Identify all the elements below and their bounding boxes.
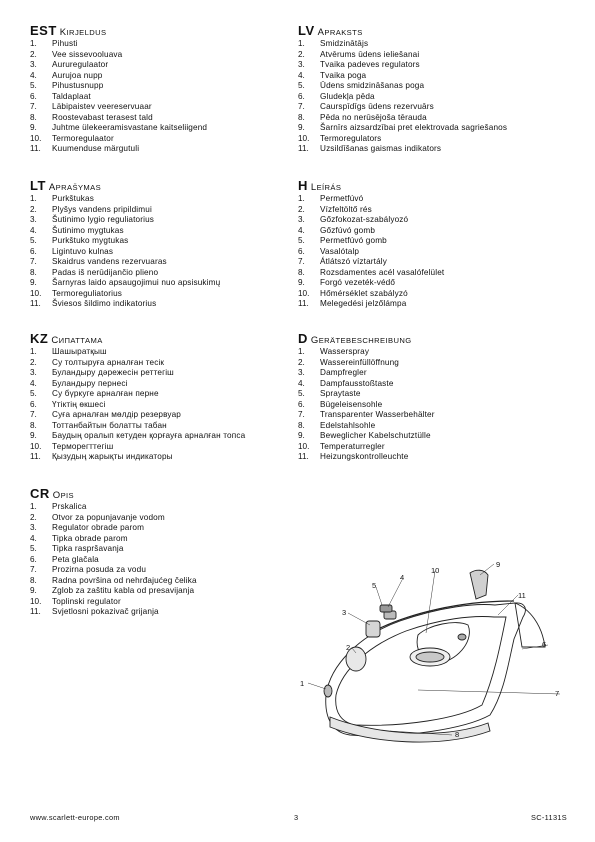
item-number: 11. (30, 607, 41, 616)
iron-diagram (290, 555, 580, 755)
list-item (30, 102, 295, 113)
item-number: 4. (30, 533, 37, 543)
item-text: Roostevabast terasest tald (52, 112, 153, 122)
item-text: Termoregulaator (52, 133, 114, 143)
item-text: Буландыру пернесі (52, 378, 128, 388)
item-text: Termoreguliatorius (52, 288, 123, 298)
item-text: Skaidrus vandens rezervuaras (52, 257, 167, 266)
item-text: Тоттанбайтын болатты табан (52, 420, 167, 430)
item-text: Svjetlosni pokazivač grijanja (52, 607, 159, 616)
item-number: 9. (30, 278, 37, 287)
item-number: 4. (30, 378, 37, 388)
list-item (298, 389, 563, 400)
language-code: LV (298, 23, 315, 38)
item-text: Ligintuvo kulnas (52, 246, 114, 256)
list-item (30, 347, 295, 358)
item-text: Taldaplaat (52, 91, 91, 101)
item-number: 9. (298, 123, 305, 132)
item-number: 9. (298, 431, 305, 440)
item-text: Läbipaistev veereservuaar (52, 102, 152, 111)
list-item (30, 226, 295, 237)
list-item (298, 257, 563, 268)
item-text: Šviesos šildimo indikatorius (52, 299, 157, 308)
item-number: 10. (30, 288, 42, 298)
item-number: 11. (30, 299, 41, 308)
list-item (298, 442, 563, 453)
item-number: 10. (30, 133, 42, 143)
item-text: Šarnīrs aizsardzībai pret elektrovada sagriešanos (320, 123, 508, 132)
list-item (298, 278, 563, 289)
item-number: 7. (30, 565, 37, 574)
item-text: Суға арналған мөлдір резервуар (52, 410, 181, 419)
item-number: 7. (30, 257, 37, 266)
list-item (30, 289, 295, 300)
section-title: СИПАТТАМА (51, 335, 103, 346)
list-item (30, 389, 295, 400)
list-item (298, 421, 563, 432)
section-d (298, 332, 563, 463)
list-item (30, 565, 295, 576)
item-number: 7. (30, 410, 37, 419)
section-heading (298, 179, 563, 193)
item-number: 7. (298, 102, 305, 111)
item-number: 5. (298, 389, 305, 398)
list-item (298, 358, 563, 369)
item-text: Tipka obrade parom (52, 533, 128, 543)
language-code: EST (30, 23, 57, 38)
callout-5: 5 (372, 581, 377, 590)
item-number: 11. (30, 452, 41, 461)
item-number: 11. (298, 144, 309, 153)
item-text: Vízfeltöltő rés (320, 204, 372, 214)
item-text: Wasserspray (320, 347, 370, 356)
list-item (298, 215, 563, 226)
callout-4: 4 (400, 573, 405, 582)
item-number: 10. (298, 288, 310, 298)
list-item (30, 236, 295, 247)
list-item (298, 452, 563, 463)
item-number: 1. (30, 502, 37, 511)
item-text: Dampfausstoßtaste (320, 378, 394, 388)
list-item (298, 50, 563, 61)
item-number: 2. (30, 357, 37, 367)
list-item (298, 39, 563, 50)
list-item (30, 257, 295, 268)
parts-list (30, 502, 295, 618)
item-text: Tvaika poga (320, 70, 367, 80)
parts-list (298, 39, 563, 155)
item-number: 3. (30, 523, 37, 532)
footer-model: SC-1131S (531, 813, 567, 822)
item-text: Pihusti (52, 39, 78, 48)
list-item (30, 523, 295, 534)
list-item (298, 347, 563, 358)
item-text: Spraytaste (320, 389, 361, 398)
list-item (30, 368, 295, 379)
callout-1: 1 (300, 679, 305, 688)
iron-drawing (324, 570, 545, 742)
list-item (30, 410, 295, 421)
callout-2: 2 (346, 643, 351, 652)
list-item (30, 544, 295, 555)
item-text: Átlátszó víztartály (320, 257, 388, 266)
section-heading (298, 24, 563, 38)
item-text: Үтіктің өкшесі (52, 399, 106, 409)
list-item (30, 71, 295, 82)
list-item (30, 576, 295, 587)
item-text: Vee sissevooluava (52, 49, 123, 59)
list-item (298, 410, 563, 421)
item-text: Pihustusnupp (52, 81, 104, 90)
list-item (30, 421, 295, 432)
section-est (30, 24, 295, 155)
section-title: KIRJELDUS (59, 27, 107, 38)
list-item (298, 92, 563, 103)
section-title: APRAKSTS (317, 27, 363, 38)
parts-list (30, 194, 295, 310)
language-code: H (298, 178, 308, 193)
list-item (30, 534, 295, 545)
item-number: 8. (30, 575, 37, 585)
item-text: Pēda no nerūsējoša tērauda (320, 112, 427, 122)
item-text: Aurujoa nupp (52, 70, 103, 80)
item-number: 2. (298, 204, 305, 214)
item-text: Otvor za popunjavanje vodom (52, 512, 165, 522)
list-item (298, 144, 563, 155)
item-number: 9. (30, 586, 37, 595)
item-text: Šutinimo lygio reguliatorius (52, 215, 155, 224)
item-number: 6. (298, 399, 305, 409)
item-text: Juhtme ülekeeramisvastane kaitseliigend (52, 123, 208, 132)
list-item (30, 502, 295, 513)
item-text: Су толтыруға арналған тесік (52, 357, 165, 367)
item-number: 10. (30, 596, 42, 606)
item-number: 5. (30, 81, 37, 90)
item-number: 4. (30, 70, 37, 80)
item-number: 4. (298, 225, 305, 235)
item-number: 11. (30, 144, 41, 153)
section-title: APRAŠYMAS (48, 182, 102, 193)
item-number: 3. (30, 60, 37, 69)
section-heading (30, 332, 295, 346)
spray-nozzle (324, 685, 332, 697)
item-number: 1. (30, 39, 37, 48)
list-item (298, 268, 563, 279)
list-item (30, 205, 295, 216)
item-text: Transparenter Wasserbehälter (320, 410, 435, 419)
item-number: 8. (30, 420, 37, 430)
item-text: Šarnyras laido apsaugojimui nuo apsisukimų (52, 278, 221, 287)
item-number: 2. (30, 49, 37, 59)
parts-list (30, 347, 295, 463)
list-item (298, 400, 563, 411)
item-text: Peta glačala (52, 554, 99, 564)
item-number: 6. (30, 91, 37, 101)
item-number: 6. (298, 91, 305, 101)
item-text: Шашыратқыш (52, 347, 107, 356)
item-text: Wassereinfüllöffnung (320, 357, 400, 367)
item-text: Hőmérséklet szabályzó (320, 288, 408, 298)
callout-11: 11 (518, 591, 526, 600)
list-item (30, 597, 295, 608)
item-text: Буландыру дәрежесін реттегіш (52, 368, 174, 377)
item-number: 5. (30, 389, 37, 398)
item-text: Beweglicher Kabelschutztülle (320, 431, 431, 440)
item-text: Caurspīdīgs ūdens rezervuārs (320, 102, 434, 111)
item-text: Aururegulaator (52, 60, 109, 69)
item-number: 6. (298, 246, 305, 256)
item-number: 8. (298, 267, 305, 277)
item-text: Қызудың жарықты индикаторы (52, 452, 173, 461)
item-number: 3. (298, 368, 305, 377)
item-text: Gőzfokozat-szabályozó (320, 215, 409, 224)
list-item (30, 299, 295, 310)
list-item (30, 60, 295, 71)
parts-list (298, 347, 563, 463)
cord-protector (470, 570, 488, 599)
item-number: 10. (30, 441, 42, 451)
language-code: LT (30, 178, 46, 193)
list-item (30, 358, 295, 369)
section-heading (298, 332, 563, 346)
item-text: Uzsildīšanas gaismas indikators (320, 144, 442, 153)
section-lv (298, 24, 563, 155)
list-item (30, 123, 295, 134)
item-text: Rozsdamentes acél vasalófelület (320, 267, 445, 277)
list-item (30, 144, 295, 155)
section-kz (30, 332, 295, 463)
item-text: Permetfúvó (320, 194, 364, 203)
list-item (30, 215, 295, 226)
item-text: Prskalica (52, 502, 87, 511)
callout-7: 7 (555, 689, 560, 698)
item-text: Dampfregler (320, 368, 367, 377)
item-text: Melegedési jelzőlámpa (320, 299, 407, 308)
language-code: KZ (30, 331, 49, 346)
list-item (298, 431, 563, 442)
section-title: OPIS (52, 490, 75, 501)
item-number: 8. (30, 112, 37, 122)
item-text: Atvērums ūdens ieliešanai (320, 49, 420, 59)
list-item (298, 379, 563, 390)
item-number: 5. (298, 236, 305, 245)
callout-8: 8 (455, 730, 460, 739)
item-text: Plyšys vandens pripildimui (52, 204, 152, 214)
section-heading (30, 487, 295, 501)
list-item (298, 81, 563, 92)
item-text: Temperaturregler (320, 441, 385, 451)
list-item (298, 299, 563, 310)
section-heading (30, 179, 295, 193)
item-text: Kuumenduse märgutuli (52, 144, 140, 153)
item-text: Prozirna posuda za vodu (52, 565, 147, 574)
list-item (30, 513, 295, 524)
item-text: Терморегттегіш (52, 441, 114, 451)
item-number: 3. (298, 215, 305, 224)
heating-indicator-light (458, 634, 466, 640)
item-text: Zglob za zaštitu kabla od presavijanja (52, 586, 195, 595)
list-item (30, 134, 295, 145)
item-text: Баудың оралып кетуден қорғауға арналған топса (52, 431, 246, 440)
item-number: 1. (298, 347, 305, 356)
item-number: 1. (298, 39, 305, 48)
item-text: Purkštukas (52, 194, 94, 203)
item-number: 7. (298, 410, 305, 419)
item-number: 11. (298, 299, 309, 308)
list-item (30, 586, 295, 597)
list-item (298, 368, 563, 379)
item-number: 7. (298, 257, 305, 266)
item-text: Radna površina od nehrđajućeg čelika (52, 575, 197, 585)
callout-10: 10 (431, 566, 440, 575)
item-text: Су бүркуге арналған перне (52, 389, 159, 398)
item-text: Heizungskontrolleuchte (320, 452, 409, 461)
item-number: 3. (30, 368, 37, 377)
list-item (298, 289, 563, 300)
section-cr (30, 487, 295, 618)
item-text: Permetfúvó gomb (320, 236, 387, 245)
footer-website: www.scarlett-europe.com (30, 813, 120, 822)
item-number: 1. (30, 347, 37, 356)
item-number: 2. (298, 49, 305, 59)
list-item (298, 194, 563, 205)
list-item (30, 379, 295, 390)
item-text: Ūdens smidzināšanas poga (320, 81, 425, 90)
steam-regulator (366, 621, 380, 637)
item-number: 6. (30, 554, 37, 564)
item-text: Regulator obrade parom (52, 523, 145, 532)
list-item (298, 60, 563, 71)
item-number: 9. (30, 431, 37, 440)
list-item (30, 607, 295, 618)
item-number: 2. (298, 357, 305, 367)
section-lt (30, 179, 295, 310)
callout-9: 9 (496, 560, 501, 569)
item-number: 5. (30, 544, 37, 553)
language-code: D (298, 331, 308, 346)
list-item (30, 247, 295, 258)
section-title: LEÍRÁS (310, 182, 342, 193)
parts-list (30, 39, 295, 155)
spray-button (380, 605, 392, 612)
item-text: Edelstahlsohle (320, 420, 376, 430)
item-number: 6. (30, 246, 37, 256)
list-item (30, 400, 295, 411)
list-item (298, 236, 563, 247)
list-item (30, 268, 295, 279)
list-item (30, 113, 295, 124)
item-number: 3. (30, 215, 37, 224)
item-number: 8. (298, 112, 305, 122)
section-title: GERÄTEBESCHREIBUNG (310, 335, 412, 346)
item-text: Toplinski regulator (52, 596, 121, 606)
list-item (30, 278, 295, 289)
list-item (298, 102, 563, 113)
item-number: 11. (298, 452, 309, 461)
item-number: 8. (30, 267, 37, 277)
item-number: 5. (298, 81, 305, 90)
item-number: 8. (298, 420, 305, 430)
item-number: 1. (298, 194, 305, 203)
item-text: Vasalótalp (320, 246, 360, 256)
list-item (30, 39, 295, 50)
item-text: Tipka raspršavanja (52, 544, 124, 553)
callout-3: 3 (342, 608, 347, 617)
item-number: 1. (30, 194, 37, 203)
list-item (30, 194, 295, 205)
list-item (298, 113, 563, 124)
list-item (30, 452, 295, 463)
list-item (30, 431, 295, 442)
list-item (30, 50, 295, 61)
list-item (30, 81, 295, 92)
item-number: 5. (30, 236, 37, 245)
list-item (30, 92, 295, 103)
item-number: 2. (30, 512, 37, 522)
list-item (298, 71, 563, 82)
list-item (298, 134, 563, 145)
item-number: 4. (298, 70, 305, 80)
item-number: 10. (298, 441, 310, 451)
language-code: CR (30, 486, 50, 501)
list-item (298, 205, 563, 216)
list-item (30, 555, 295, 566)
item-text: Smidzinātājs (320, 39, 369, 48)
temperature-dial-ring (416, 652, 444, 662)
callout-6: 6 (542, 640, 547, 649)
item-number: 2. (30, 204, 37, 214)
item-text: Šutinimo mygtukas (52, 225, 124, 235)
soleplate (330, 717, 490, 742)
list-item (298, 247, 563, 258)
item-text: Purkštuko mygtukas (52, 236, 129, 245)
footer-page-number: 3 (294, 813, 299, 822)
section-h (298, 179, 563, 310)
item-text: Gludekļa pēda (320, 91, 375, 101)
item-text: Tvaika padeves regulators (320, 60, 420, 69)
item-number: 7. (30, 102, 37, 111)
item-text: Forgó vezeték-védő (320, 278, 396, 287)
item-number: 9. (30, 123, 37, 132)
item-text: Termoregulators (320, 133, 382, 143)
parts-list (298, 194, 563, 310)
item-number: 10. (298, 133, 310, 143)
item-number: 6. (30, 399, 37, 409)
list-item (298, 123, 563, 134)
list-item (30, 442, 295, 453)
list-item (298, 226, 563, 237)
section-heading (30, 24, 295, 38)
item-text: Padas iš nerūdijančio plieno (52, 267, 159, 277)
item-number: 3. (298, 60, 305, 69)
item-number: 4. (298, 378, 305, 388)
item-text: Gőzfúvó gomb (320, 225, 376, 235)
item-number: 4. (30, 225, 37, 235)
item-text: Bügeleisensohle (320, 399, 383, 409)
item-number: 9. (298, 278, 305, 287)
